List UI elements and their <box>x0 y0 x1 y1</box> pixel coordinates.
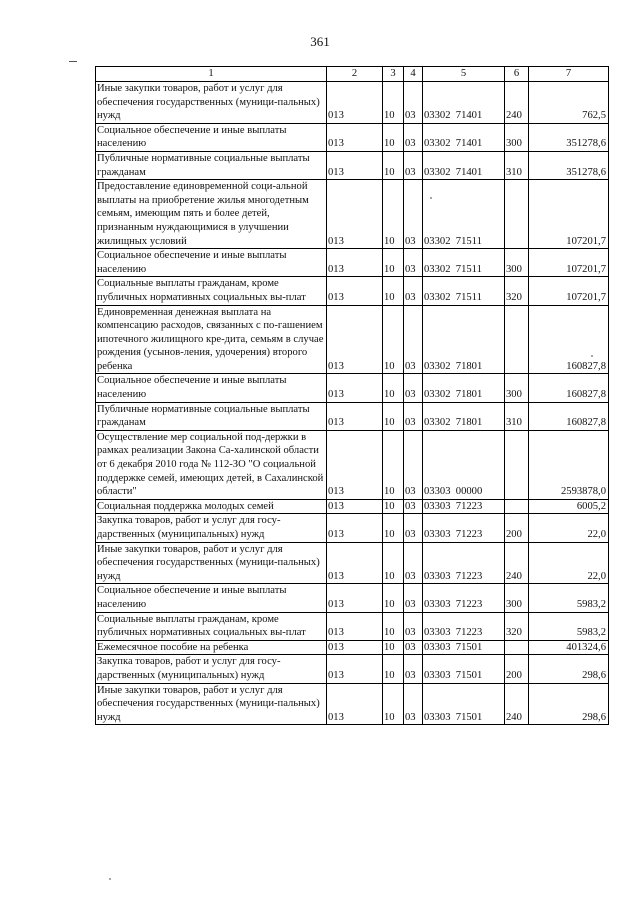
row-amount: 107201,7 <box>529 249 609 277</box>
row-code-6: 310 <box>505 402 529 430</box>
row-code-3: 10 <box>383 612 404 640</box>
row-description: Социальное обеспечение и иные выплаты населению <box>96 249 327 277</box>
row-description: Иные закупки товаров, работ и услуг для обеспечения государственных (муници-пальных) нужд <box>96 82 327 124</box>
row-code-6: 200 <box>505 514 529 542</box>
row-code-4: 03 <box>404 612 423 640</box>
row-amount: 298,6 <box>529 655 609 683</box>
row-code-2: 013 <box>327 402 383 430</box>
row-code-5: 03302 71401 <box>423 151 505 179</box>
table-body <box>96 82 609 725</box>
table-row <box>96 402 609 430</box>
row-code-4: 03 <box>404 180 423 249</box>
page-number: 361 <box>310 34 330 49</box>
row-code-3: 10 <box>383 430 404 499</box>
row-code-4: 03 <box>404 123 423 151</box>
row-code-6: 300 <box>505 123 529 151</box>
row-code-3: 10 <box>383 514 404 542</box>
row-amount: 401324,6 <box>529 640 609 655</box>
row-amount: 5983,2 <box>529 584 609 612</box>
header-cell-3: 3 <box>383 67 404 82</box>
row-description: Социальные выплаты гражданам, кроме публичных нормативных социальных вы-плат <box>96 277 327 305</box>
row-code-5: 03302 71801 <box>423 305 505 374</box>
row-code-4: 03 <box>404 402 423 430</box>
table-row <box>96 277 609 305</box>
row-code-5: 03303 71501 <box>423 640 505 655</box>
row-code-3: 10 <box>383 402 404 430</box>
row-code-3: 10 <box>383 82 404 124</box>
row-code-2: 013 <box>327 277 383 305</box>
table-row <box>96 430 609 499</box>
table-row <box>96 514 609 542</box>
row-code-3: 10 <box>383 683 404 725</box>
row-code-4: 03 <box>404 249 423 277</box>
row-code-2: 013 <box>327 683 383 725</box>
row-description: Иные закупки товаров, работ и услуг для обеспечения государственных (муници-пальных) нужд <box>96 683 327 725</box>
row-code-5: 03302 71801 <box>423 402 505 430</box>
row-code-5: 03302 71511 <box>423 277 505 305</box>
row-description: Закупка товаров, работ и услуг для госу-дарственных (муниципальных) нужд <box>96 514 327 542</box>
header-cell-4: 4 <box>404 67 423 82</box>
row-code-6: 320 <box>505 277 529 305</box>
row-code-3: 10 <box>383 249 404 277</box>
row-code-5: 03303 71223 <box>423 542 505 584</box>
row-code-3: 10 <box>383 640 404 655</box>
row-amount: 351278,6 <box>529 123 609 151</box>
header-cell-2: 2 <box>327 67 383 82</box>
row-code-3: 10 <box>383 499 404 514</box>
margin-mark <box>69 61 77 62</box>
row-code-5: 03302 71511 <box>423 249 505 277</box>
row-code-5: 03302 71401 <box>423 123 505 151</box>
header-row <box>96 67 609 82</box>
row-code-3: 10 <box>383 151 404 179</box>
row-code-4: 03 <box>404 542 423 584</box>
row-code-4: 03 <box>404 514 423 542</box>
header-cell-1: 1 <box>96 67 327 82</box>
row-code-6 <box>505 430 529 499</box>
row-code-4: 03 <box>404 430 423 499</box>
row-amount: 298,6 <box>529 683 609 725</box>
budget-table <box>95 66 609 725</box>
row-code-4: 03 <box>404 374 423 402</box>
row-description: Социальное обеспечение и иные выплаты населению <box>96 374 327 402</box>
row-description: Публичные нормативные социальные выплаты гражданам <box>96 402 327 430</box>
row-code-6: 240 <box>505 683 529 725</box>
row-code-4: 03 <box>404 683 423 725</box>
table-row <box>96 499 609 514</box>
row-description: Иные закупки товаров, работ и услуг для обеспечения государственных (муници-пальных) нужд <box>96 542 327 584</box>
row-code-2: 013 <box>327 123 383 151</box>
row-code-6: 240 <box>505 82 529 124</box>
row-code-2: 013 <box>327 374 383 402</box>
row-code-3: 10 <box>383 584 404 612</box>
row-code-4: 03 <box>404 277 423 305</box>
row-code-2: 013 <box>327 499 383 514</box>
row-code-2: 013 <box>327 584 383 612</box>
row-code-2: 013 <box>327 82 383 124</box>
row-amount: 5983,2 <box>529 612 609 640</box>
row-code-5: 03302 71511 <box>423 180 505 249</box>
table-row <box>96 123 609 151</box>
row-code-4: 03 <box>404 82 423 124</box>
row-code-5: 03303 71223 <box>423 499 505 514</box>
row-code-6: 310 <box>505 151 529 179</box>
row-code-6: 300 <box>505 249 529 277</box>
row-code-6: 300 <box>505 374 529 402</box>
row-code-2: 013 <box>327 640 383 655</box>
row-code-6: 200 <box>505 655 529 683</box>
row-amount: 6005,2 <box>529 499 609 514</box>
row-code-6 <box>505 180 529 249</box>
table-row <box>96 612 609 640</box>
row-code-4: 03 <box>404 305 423 374</box>
row-code-2: 013 <box>327 305 383 374</box>
table-row <box>96 683 609 725</box>
row-code-2: 013 <box>327 249 383 277</box>
table-row <box>96 374 609 402</box>
table-row <box>96 655 609 683</box>
row-code-2: 013 <box>327 612 383 640</box>
row-amount: 160827,8 <box>529 305 609 374</box>
row-code-5: 03302 71401 <box>423 82 505 124</box>
row-amount: 22,0 <box>529 542 609 584</box>
row-code-6: 240 <box>505 542 529 584</box>
row-description: Осуществление мер социальной под-держки в рамках реализации Закона Са-халинской области от 6 декабря 2010 года № 112-ЗО "О социальной поддержке семей, имеющих детей, в Сахалинской области" <box>96 430 327 499</box>
row-description: Закупка товаров, работ и услуг для госу-дарственных (муниципальных) нужд <box>96 655 327 683</box>
row-code-6 <box>505 640 529 655</box>
row-description: Единовременная денежная выплата на компенсацию расходов, связанных с по-гашением ипотечного жилищного кре-дита, семьям в случае рождения (усынов-ления, удочерения) второго ребенка <box>96 305 327 374</box>
row-amount: 160827,8 <box>529 402 609 430</box>
row-code-3: 10 <box>383 305 404 374</box>
header-cell-5: 5 <box>423 67 505 82</box>
row-code-3: 10 <box>383 374 404 402</box>
header-cell-7: 7 <box>529 67 609 82</box>
table-row <box>96 151 609 179</box>
table-row <box>96 584 609 612</box>
table-row <box>96 305 609 374</box>
row-amount: 160827,8 <box>529 374 609 402</box>
row-code-2: 013 <box>327 514 383 542</box>
row-code-5: 03303 71223 <box>423 514 505 542</box>
row-code-2: 013 <box>327 430 383 499</box>
row-description: Предоставление единовременной соци-альной выплаты на приобретение жилья многодетным семьям, имеющим пять и более детей, признанным нуждающимися в улучшении жилищных условий <box>96 180 327 249</box>
row-amount: 22,0 <box>529 514 609 542</box>
row-code-6: 320 <box>505 612 529 640</box>
row-code-3: 10 <box>383 542 404 584</box>
row-description: Публичные нормативные социальные выплаты гражданам <box>96 151 327 179</box>
row-amount: 2593878,0 <box>529 430 609 499</box>
row-code-4: 03 <box>404 584 423 612</box>
row-description: Социальная поддержка молодых семей <box>96 499 327 514</box>
row-amount: 762,5 <box>529 82 609 124</box>
row-code-6: 300 <box>505 584 529 612</box>
row-code-6 <box>505 499 529 514</box>
row-code-5: 03303 71501 <box>423 655 505 683</box>
row-code-2: 013 <box>327 655 383 683</box>
row-code-3: 10 <box>383 123 404 151</box>
row-code-3: 10 <box>383 655 404 683</box>
row-code-3: 10 <box>383 180 404 249</box>
row-code-2: 013 <box>327 180 383 249</box>
row-code-4: 03 <box>404 655 423 683</box>
table-row <box>96 640 609 655</box>
row-code-5: 03303 71223 <box>423 612 505 640</box>
row-code-2: 013 <box>327 542 383 584</box>
row-description: Социальное обеспечение и иные выплаты населению <box>96 123 327 151</box>
row-code-4: 03 <box>404 499 423 514</box>
row-description: Социальное обеспечение и иные выплаты населению <box>96 584 327 612</box>
row-code-2: 013 <box>327 151 383 179</box>
row-code-4: 03 <box>404 151 423 179</box>
row-code-5: 03303 00000 <box>423 430 505 499</box>
table-row <box>96 542 609 584</box>
row-code-6 <box>505 305 529 374</box>
scan-speck <box>109 878 111 880</box>
table-row <box>96 180 609 249</box>
row-amount: 351278,6 <box>529 151 609 179</box>
row-code-4: 03 <box>404 640 423 655</box>
header-cell-6: 6 <box>505 67 529 82</box>
table-row <box>96 82 609 124</box>
row-amount: 107201,7 <box>529 180 609 249</box>
row-code-5: 03302 71801 <box>423 374 505 402</box>
row-code-5: 03303 71501 <box>423 683 505 725</box>
row-code-3: 10 <box>383 277 404 305</box>
row-description: Ежемесячное пособие на ребенка <box>96 640 327 655</box>
row-code-5: 03303 71223 <box>423 584 505 612</box>
row-description: Социальные выплаты гражданам, кроме публичных нормативных социальных вы-плат <box>96 612 327 640</box>
row-amount: 107201,7 <box>529 277 609 305</box>
table-row <box>96 249 609 277</box>
